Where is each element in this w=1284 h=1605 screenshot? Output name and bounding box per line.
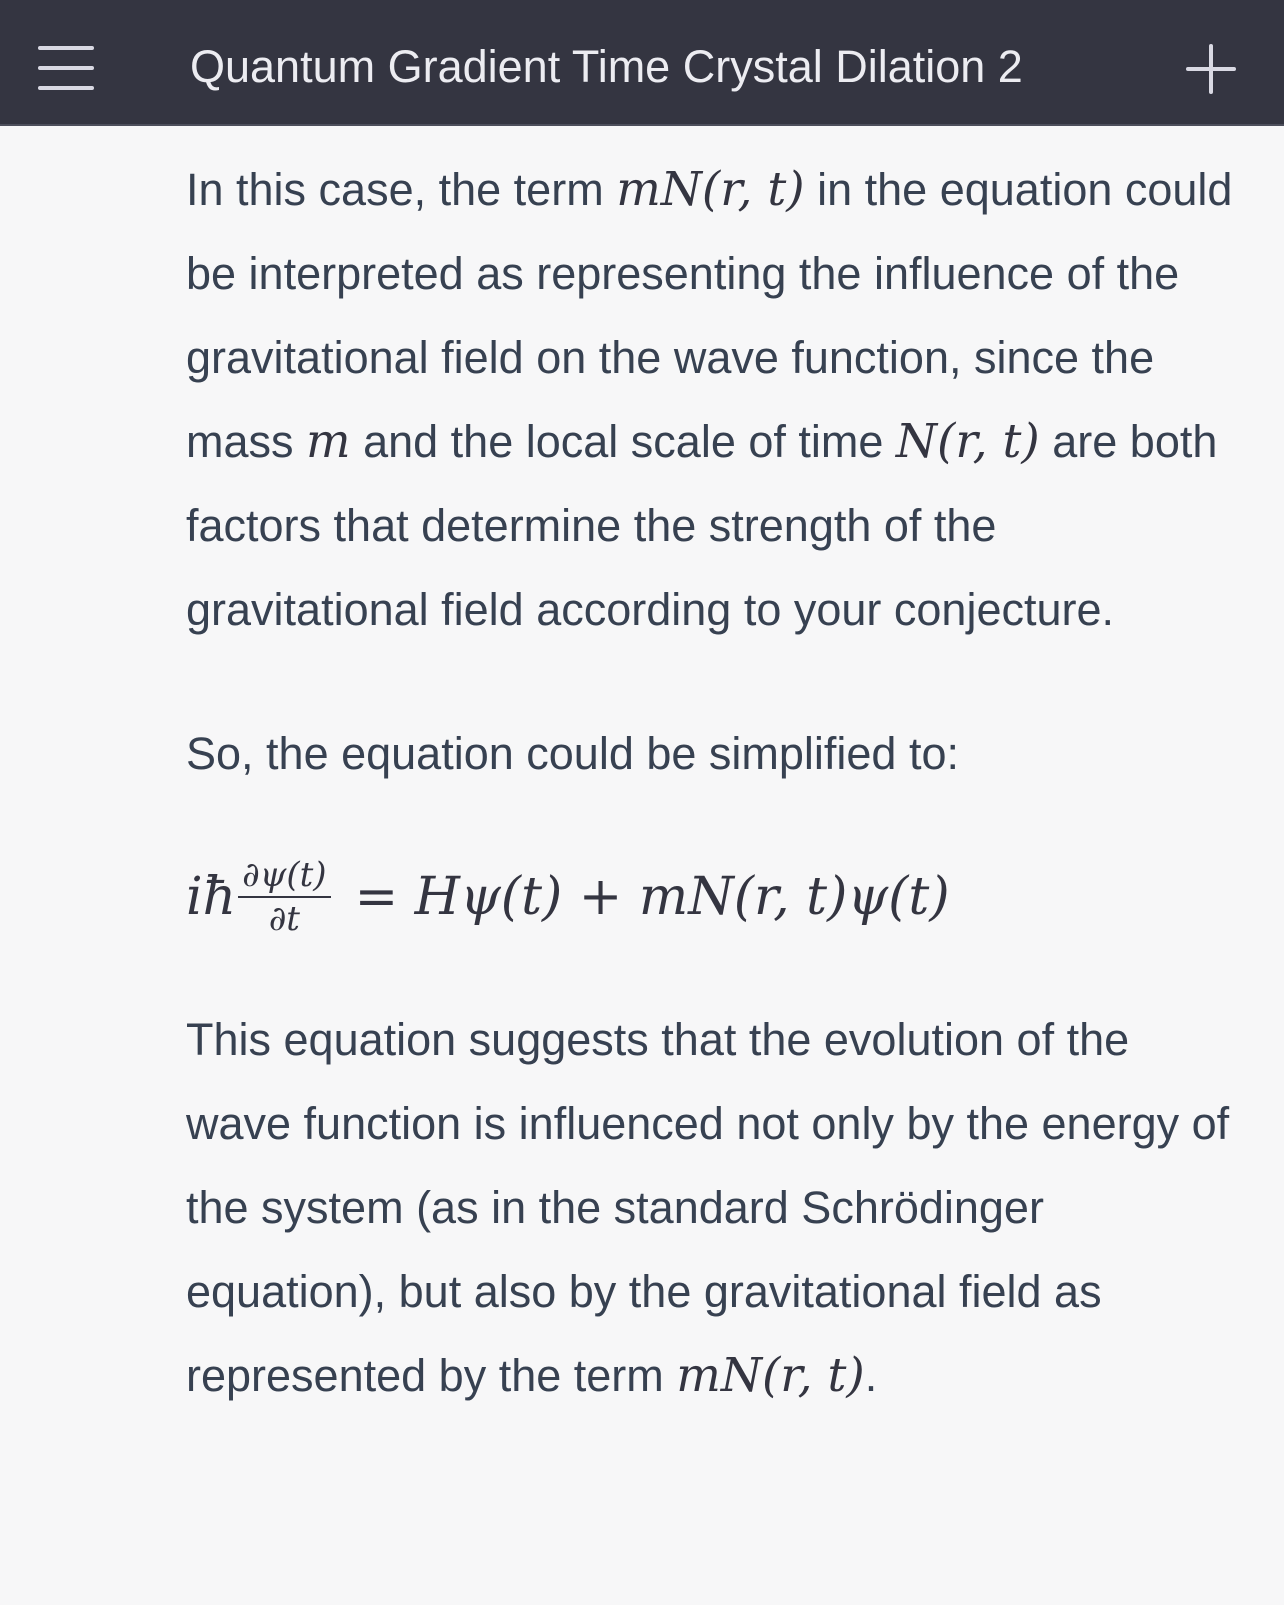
math-term: mN(r, t) (616, 162, 805, 217)
message-paragraph-2: So, the equation could be simplified to: (186, 728, 959, 779)
message-paragraph-1 (186, 148, 1246, 652)
text-segment: in the equation could be interpreted as representing the influence of the gravitational field on the wave function, since the mass (186, 164, 1233, 467)
math-term: m (306, 414, 351, 469)
math-term: N(r, t) (895, 414, 1040, 469)
top-bar (0, 0, 1284, 126)
fraction-numerator: ∂ψ(t) (238, 856, 330, 898)
conversation-title: Quantum Gradient Time Crystal Dilation 2 (190, 41, 1023, 92)
text-segment: In this case, the term (186, 164, 617, 215)
equation-fraction (238, 856, 330, 938)
assistant-message (186, 148, 1246, 1418)
equation-rhs: = Hψ(t) + mN(r, t)ψ(t) (354, 867, 950, 927)
message-paragraph-3 (186, 998, 1246, 1418)
equation-lhs-prefix: iħ (186, 867, 237, 927)
text-segment: This equation suggests that the evolution of the wave function is influenced not only by the energy of the system (as in the standard Schrödinger equation), but also by the gravitational field as represented by the term (186, 1014, 1230, 1401)
display-equation (186, 842, 1246, 952)
new-chat-plus-icon[interactable] (1186, 44, 1236, 94)
hamburger-menu-icon[interactable] (28, 38, 98, 90)
text-segment: and the local scale of time (350, 416, 896, 467)
fraction-denominator: ∂t (268, 899, 300, 939)
text-segment: are both factors that determine the strength of the gravitational field according to your conjecture. (186, 416, 1218, 635)
text-segment: . (864, 1350, 878, 1401)
math-term: mN(r, t) (676, 1348, 865, 1403)
